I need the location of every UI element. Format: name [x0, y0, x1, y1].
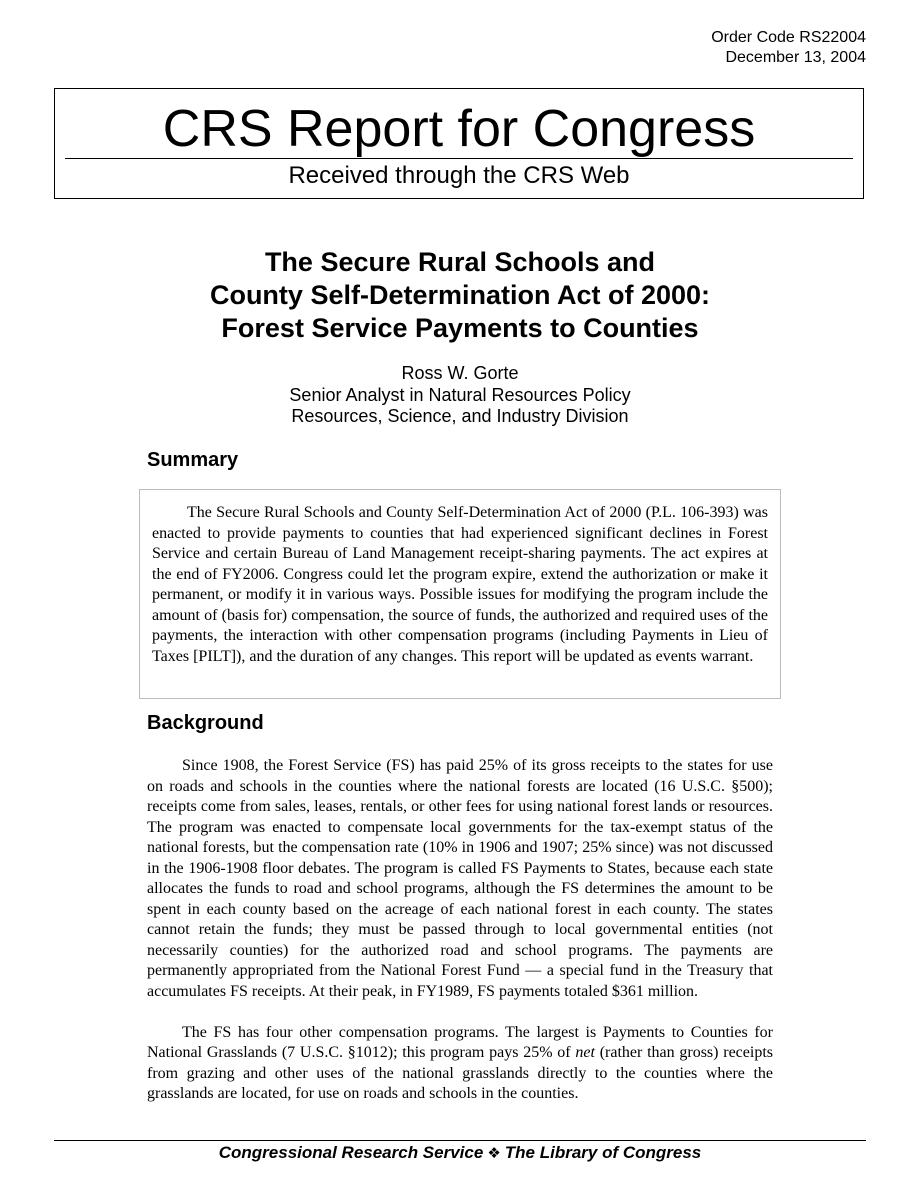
diamond-separator-icon: ❖ [487, 1145, 501, 1162]
background-paragraph-2 [147, 1023, 773, 1105]
author-block [0, 363, 920, 428]
report-title-line: The Secure Rural Schools and [264, 247, 656, 277]
background-body [147, 756, 773, 1105]
masthead-subtitle: Received through the CRS Web [288, 162, 630, 189]
masthead [54, 88, 864, 199]
report-title-line: Forest Service Payments to Counties [221, 313, 699, 343]
author-name: Ross W. Gorte [401, 363, 519, 383]
summary-box [139, 489, 781, 699]
masthead-title: CRS Report for Congress [162, 100, 756, 158]
report-date: December 13, 2004 [725, 49, 866, 66]
summary-heading: Summary [147, 449, 239, 471]
footer [0, 1143, 920, 1164]
masthead-divider [65, 158, 853, 159]
order-code: Order Code RS22004 [711, 29, 866, 46]
background-heading: Background [147, 712, 264, 734]
background-paragraph-1: Since 1908, the Forest Service (FS) has paid 25% of its gross receipts to the states for use on roads and schools in the counties where the national forests are located (16 U.S.C. §500); receipts come from sales, leases, rentals, or other fees for using national forest lands or resources. The program was enacted to compensate local governments for the tax-exempt status of the national forests, but the compensation rate (10% in 1906 and 1907; 25% since) was not discussed in the 1906-1908 floor debates. The program is called FS Payments to States, because each state allocates the funds to road and school programs, although the FS determines the amount to be spent in each county based on the acreage of each national forest in each county. The states cannot retain the funds; they must be passed through to local governmental entities (not necessarily counties) for the authorized road and school programs. The payments are permanently appropriated from the National Forest Fund — a special fund in the Treasury that accumulates FS receipts. At their peak, in FY1989, FS payments totaled $361 million. [147, 757, 773, 1000]
report-title [0, 246, 920, 345]
report-title-line: County Self-Determination Act of 2000: [209, 280, 711, 310]
summary-text: The Secure Rural Schools and County Self-Determination Act of 2000 (P.L. 106-393) was enacted to provide payments to counties that had experienced significant declines in Forest Service and certain Bureau of Land Management receipt-sharing payments. The act expires at the end of FY2006. Congress could let the program expire, extend the authorization or make it permanent, or modify it in various ways. Possible issues for modifying the program include the amount of (basis for) compensation, the source of funds, the authorized and required uses of the payments, the interaction with other compensation programs (including Payments in Lieu of Taxes [PILT]), and the duration of any changes. This report will be updated as events warrant. [152, 504, 768, 665]
author-division: Resources, Science, and Industry Division [291, 406, 629, 426]
emphasis-text: net [575, 1044, 595, 1061]
paragraph-text: (rather than gross) receipts from grazing and other uses of the national grasslands directly to the counties where the grasslands are located, for use on roads and schools in the counties. [147, 1044, 773, 1102]
order-info [711, 28, 866, 68]
paragraph-text: The FS has four other compensation programs. The largest is Payments to Counties for National Grasslands (7 U.S.C. §1012); this program pays 25% of [147, 1023, 773, 1061]
footer-divider [54, 1140, 866, 1141]
footer-library: The Library of Congress [504, 1143, 702, 1162]
author-title: Senior Analyst in Natural Resources Policy [289, 384, 631, 405]
footer-publisher: Congressional Research Service [218, 1143, 484, 1162]
